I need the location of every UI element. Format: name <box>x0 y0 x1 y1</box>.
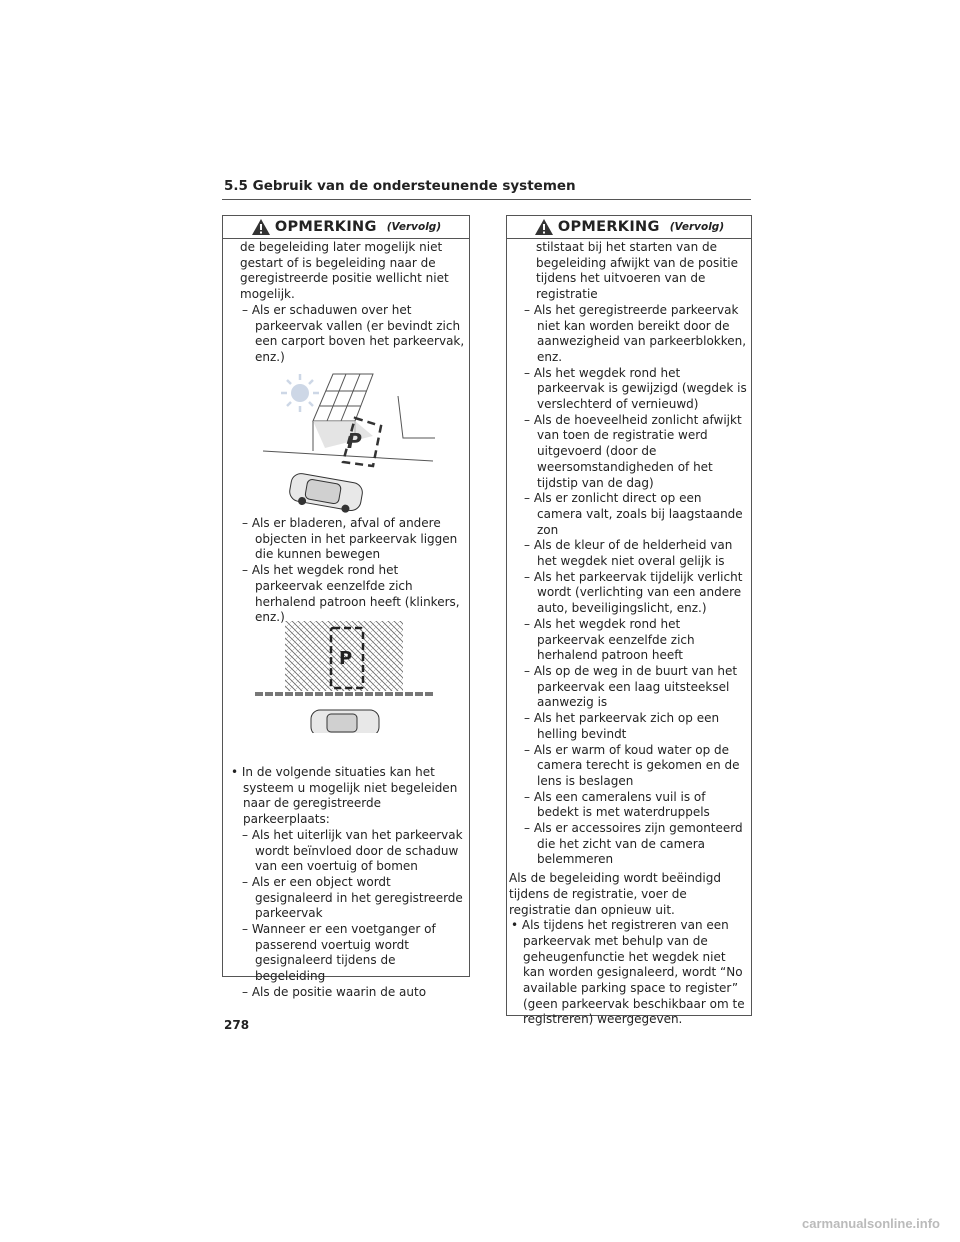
notice-title: OPMERKING <box>557 219 660 235</box>
list-item: – Als het geregistreerde parkeervak niet kan worden bereikt door de aanwezigheid van parkeerblokken, enz. <box>524 302 747 364</box>
continued-text: stilstaat bij het starten van de begeleiding afwijkt van de positie tijdens het uitvoeren van de registratie <box>536 240 739 302</box>
notice-box-left <box>222 215 470 999</box>
notice-title: OPMERKING <box>274 219 377 235</box>
list-item: – Als er een object wordt gesignaleerd in het geregistreerde parkeervak <box>242 874 463 921</box>
notice-box-right <box>506 215 752 1027</box>
paragraph: Als de begeleiding wordt beëindigd tijdens de registratie, voer de registratie dan opnieuw uit. <box>509 871 721 917</box>
list-item: – Als het parkeervak zich op een helling bevindt <box>524 711 720 741</box>
paving-pattern-illustration <box>223 618 467 733</box>
sun-icon <box>281 374 319 412</box>
list-item: – Als het uiterlijk van het parkeervak wordt beïnvloed door de schaduw van een voertuig of bomen <box>242 827 463 874</box>
bullet-item: • Als tijdens het registreren van een parkeervak met behulp van de geheugenfunctie het wegdek niet kan worden gesignaleerd, wordt “No available parking space to register” (geen parkeervak beschikbaar om te registreren) weergegeven. <box>511 918 745 1027</box>
carport-shadow-illustration <box>223 366 467 516</box>
notice-header <box>507 216 751 239</box>
footer-watermark: carmanualsonline.info <box>802 1216 940 1231</box>
intro-text: de begeleiding later mogelijk niet gestart of is begeleiding naar de geregistreerde positie wellicht niet mogelijk. <box>240 240 449 302</box>
notice-continued: (Vervolg) <box>669 221 725 233</box>
notice-header <box>223 216 469 239</box>
list-item: – Als er zonlicht direct op een camera valt, zoals bij laagstaande zon <box>524 491 743 537</box>
list-item: – Als er schaduwen over het parkeervak vallen (er bevindt zich een carport boven het parkeervak, enz.) <box>242 302 465 364</box>
list-item: – Als er accessoires zijn gemonteerd die het zicht van de camera belemmeren <box>524 821 743 867</box>
car-icon <box>311 710 379 733</box>
list-item: – Als het wegdek rond het parkeervak eenzelfde zich herhalend patroon heeft <box>524 616 695 663</box>
list-item: – Als de positie waarin de auto <box>242 984 427 999</box>
parking-label: P <box>347 429 362 453</box>
parking-label: P <box>339 648 353 669</box>
car-icon <box>288 472 364 515</box>
notice-continued: (Vervolg) <box>386 221 442 233</box>
section-title: 5.5 Gebruik van de ondersteunende systemen <box>224 178 576 194</box>
list-item: – Als er warm of koud water op de camera terecht is gekomen en de lens is beslagen <box>524 742 740 788</box>
list-item: – Als het wegdek rond het parkeervak eenzelfde zich herhalend patroon heeft (klinkers, enz.) <box>242 563 460 625</box>
list-item: – Als het wegdek rond het parkeervak is gewijzigd (wegdek is verslechterd of vernieuwd) <box>524 365 747 412</box>
shadow-area <box>313 421 373 448</box>
warning-icon <box>251 218 271 236</box>
list-item: – Als de kleur of de helderheid van het wegdek niet overal gelijk is <box>524 538 733 569</box>
list-item: – Als de hoeveelheid zonlicht afwijkt van toen de registratie werd uitgevoerd (door de weersomstandigheden of het tijdstip van de dag) <box>524 412 742 490</box>
list-item: – Als een cameralens vuil is of bedekt is met waterdruppels <box>524 789 710 820</box>
list-item: – Als op de weg in de buurt van het parkeervak een laag uitsteeksel aanwezig is <box>524 663 738 710</box>
warning-icon <box>534 218 554 236</box>
bullet-item: • In de volgende situaties kan het systeem u mogelijk niet begeleiden naar de geregistreerde parkeerplaats: <box>231 765 458 827</box>
list-item: – Als er bladeren, afval of andere objecten in het parkeervak liggen die kunnen bewegen <box>242 516 458 562</box>
list-item: – Wanneer er een voetganger of passerend voertuig wordt gesignaleerd tijdens de begeleiding <box>242 922 436 984</box>
page-number: 278 <box>224 1018 250 1032</box>
list-item: – Als het parkeervak tijdelijk verlicht wordt (verlichting van een andere auto, beveiligingslicht, enz.) <box>524 569 743 616</box>
section-divider <box>222 199 751 200</box>
